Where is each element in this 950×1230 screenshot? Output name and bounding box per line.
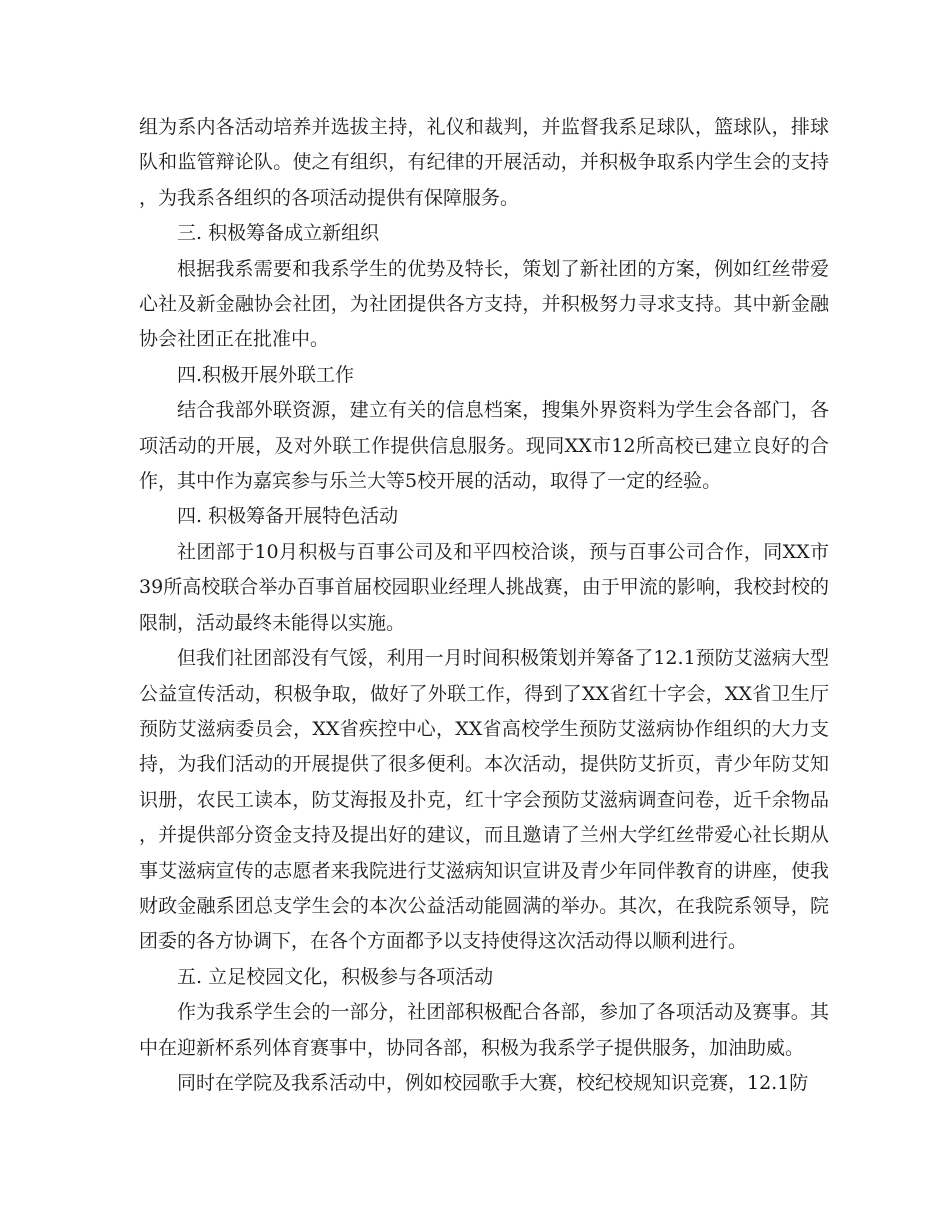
- heading-external-relations: 四.积极开展外联工作: [177, 363, 355, 386]
- paragraph-external-relations: 结合我部外联资源，建立有关的信息档案，搜集外界资料为学生会各部门，各项活动的开展，及对外联工作提供信息服务。现同XX市12所高校已建立良好的合作，其中作为嘉宾参与乐兰大等5校开展的活动，取得了一定的经验。: [139, 399, 829, 493]
- heading-campus-culture: 五. 立足校园文化，积极参与各项活动: [177, 965, 494, 988]
- paragraph-aids-prevention-campaign: 但我们社团部没有气馁，利用一月时间积极策划并筹备了12.1预防艾滋病大型公益宣传活动，积极争取，做好了外联工作，得到了XX省红十字会，XX省卫生厅预防艾滋病委员会，XX省疾控中心，XX省高校学生预防艾滋病协作组织的大力支持，为我们活动的开展提供了很多便利。本次活动，提供防艾折页，青少年防艾知识册，农民工读本，防艾海报及扑克，红十字会预防艾滋病调查问卷，近千余物品，并提供部分资金支持及提出好的建议，而且邀请了兰州大学红丝带爱心社长期从事艾滋病宣传的志愿者来我院进行艾滋病知识宣讲及青少年同伴教育的讲座，使我财政金融系团总支学生会的本次公益活动能圆满的举办。其次，在我院系领导，院团委的各方协调下，在各个方面都予以支持使得这次活动得以顺利进行。: [139, 647, 829, 953]
- paragraph-sports-events: 作为我系学生会的一部分，社团部积极配合各部，参加了各项活动及赛事。其中在迎新杯系列体育赛事中，协同各部，积极为我系学子提供服务，加油助威。: [139, 1001, 829, 1059]
- document-body: [139, 110, 829, 1101]
- paragraph-pepsi-challenge: 社团部于10月积极与百事公司及和平四校洽谈，预与百事公司合作，同XX市39所高校联合举办百事首届校园职业经理人挑战赛，由于甲流的影响，我校封校的限制，活动最终未能得以实施。: [139, 540, 829, 634]
- paragraph-campus-activities: 同时在学院及我系活动中，例如校园歌手大赛，校纪校规知识竞赛，12.1防: [177, 1071, 809, 1094]
- paragraph-student-union-support: 组为系内各活动培养并选拔主持，礼仪和裁判，并监督我系足球队，篮球队，排球队和监管辩论队。使之有组织，有纪律的开展活动，并积极争取系内学生会的支持，为我系各组织的各项活动提供有保障服务。: [139, 116, 829, 209]
- heading-featured-activities: 四. 积极筹备开展特色活动: [177, 505, 399, 528]
- heading-new-organizations: 三. 积极筹备成立新组织: [177, 222, 380, 245]
- paragraph-new-societies: 根据我系需要和我系学生的优势及特长，策划了新社团的方案，例如红丝带爱心社及新金融协会社团，为社团提供各方支持，并积极努力寻求支持。其中新金融协会社团正在批准中。: [139, 257, 829, 351]
